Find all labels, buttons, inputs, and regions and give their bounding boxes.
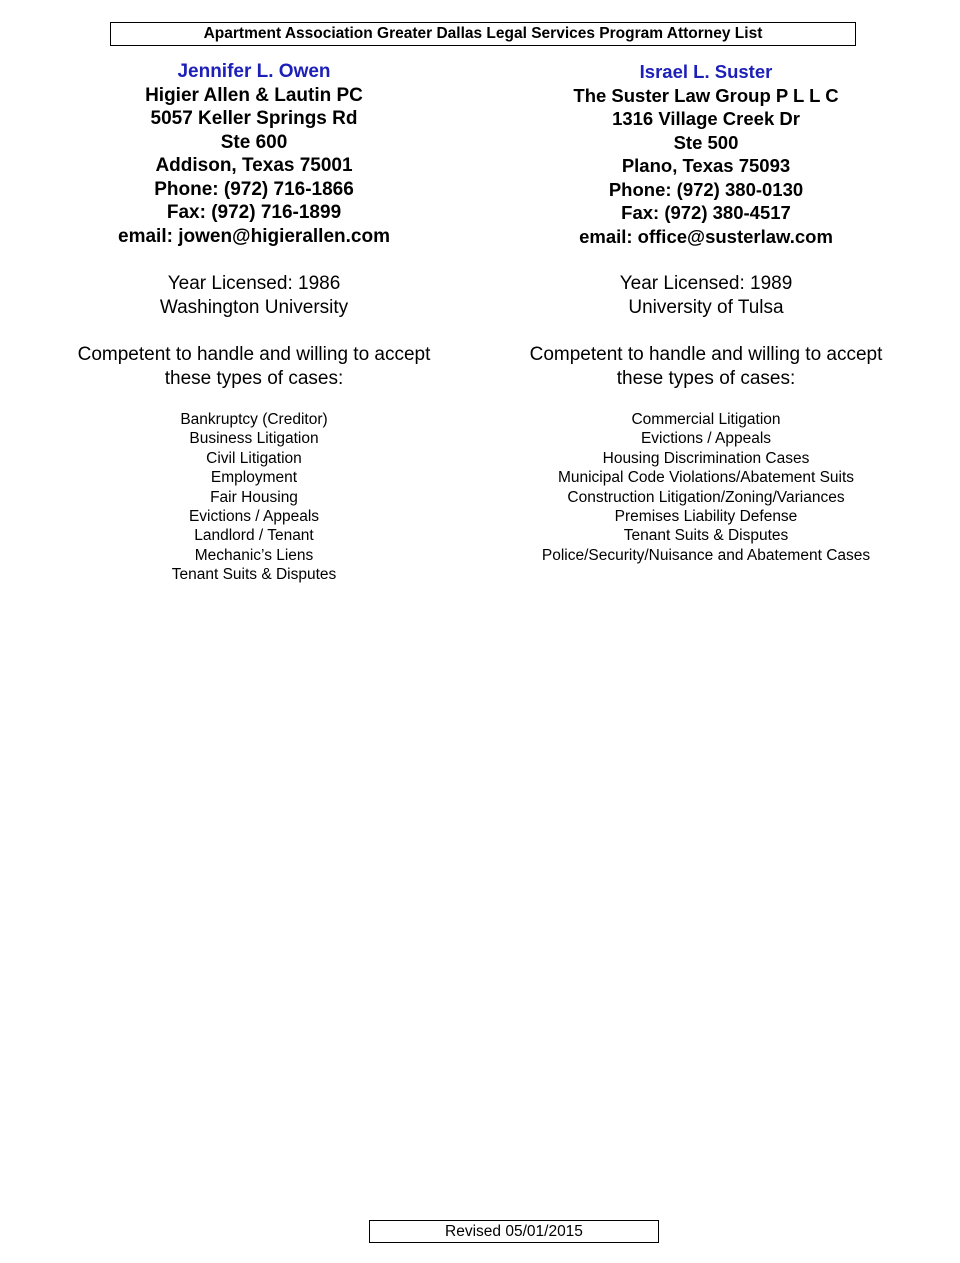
attorney-address-line1: 5057 Keller Springs Rd (150, 108, 358, 129)
case-type-item: Tenant Suits & Disputes (171, 566, 337, 584)
attorney-card-right (476, 60, 936, 565)
attorney-phone: Phone: (972) 716-1866 (154, 178, 354, 200)
attorney-fax: Fax: (972) 380-4517 (621, 202, 791, 223)
attorney-city-state-zip: Addison, Texas 75001 (155, 155, 353, 176)
case-type-item: Fair Housing (210, 488, 298, 506)
case-type-item: Commercial Litigation (631, 411, 781, 428)
attorney-name: Jennifer L. Owen (177, 61, 331, 82)
attorney-address-line2: Ste 500 (673, 131, 739, 153)
attorney-firm: The Suster Law Group P L L C (573, 84, 839, 106)
case-type-item: Evictions / Appeals (640, 430, 772, 448)
case-type-item: Landlord / Tenant (194, 527, 314, 545)
year-licensed: Year Licensed: 1986 (167, 273, 341, 294)
attorney-card-left (24, 60, 484, 585)
attorney-address-line2: Ste 600 (220, 131, 288, 153)
revision-date: Revised 05/01/2015 (445, 1223, 583, 1240)
attorney-firm: Higier Allen & Lautin PC (145, 84, 363, 106)
case-type-item: Employment (210, 469, 298, 487)
case-types-list (24, 410, 484, 585)
competency-statement-line2: these types of cases: (616, 367, 796, 389)
page-header (110, 22, 856, 46)
law-school: University of Tulsa (628, 296, 784, 318)
attorney-email: email: jowen@higierallen.com (118, 225, 390, 247)
case-type-item: Evictions / Appeals (188, 508, 320, 526)
competency-statement-line1: Competent to handle and willing to accept (529, 344, 883, 365)
law-school: Washington University (159, 296, 349, 318)
attorney-city-state-zip: Plano, Texas 75093 (621, 155, 791, 176)
case-type-item: Business Litigation (189, 430, 319, 448)
case-type-item: Civil Litigation (206, 449, 302, 467)
attorney-address-line1: 1316 Village Creek Dr (612, 108, 800, 129)
revision-footer (369, 1220, 659, 1243)
case-types-list (476, 410, 936, 565)
case-type-item: Municipal Code Violations/Abatement Suits (557, 469, 855, 487)
case-type-item: Housing Discrimination Cases (602, 449, 810, 467)
case-type-item: Premises Liability Defense (614, 508, 798, 526)
case-type-item: Construction Litigation/Zoning/Variances (567, 488, 845, 506)
year-licensed: Year Licensed: 1989 (619, 273, 793, 294)
attorney-name: Israel L. Suster (639, 61, 773, 82)
case-type-item: Tenant Suits & Disputes (623, 527, 789, 545)
attorney-phone: Phone: (972) 380-0130 (608, 178, 804, 200)
competency-statement-line2: these types of cases: (164, 367, 344, 389)
attorney-email: email: office@susterlaw.com (579, 225, 833, 247)
page-title: Apartment Association Greater Dallas Legal Services Program Attorney List (203, 25, 763, 42)
competency-statement-line1: Competent to handle and willing to accept (77, 344, 431, 365)
case-type-item: Mechanic’s Liens (194, 546, 314, 564)
case-type-item: Bankruptcy (Creditor) (180, 411, 328, 428)
attorney-fax: Fax: (972) 716-1899 (166, 202, 342, 223)
case-type-item: Police/Security/Nuisance and Abatement Cases (541, 546, 871, 564)
